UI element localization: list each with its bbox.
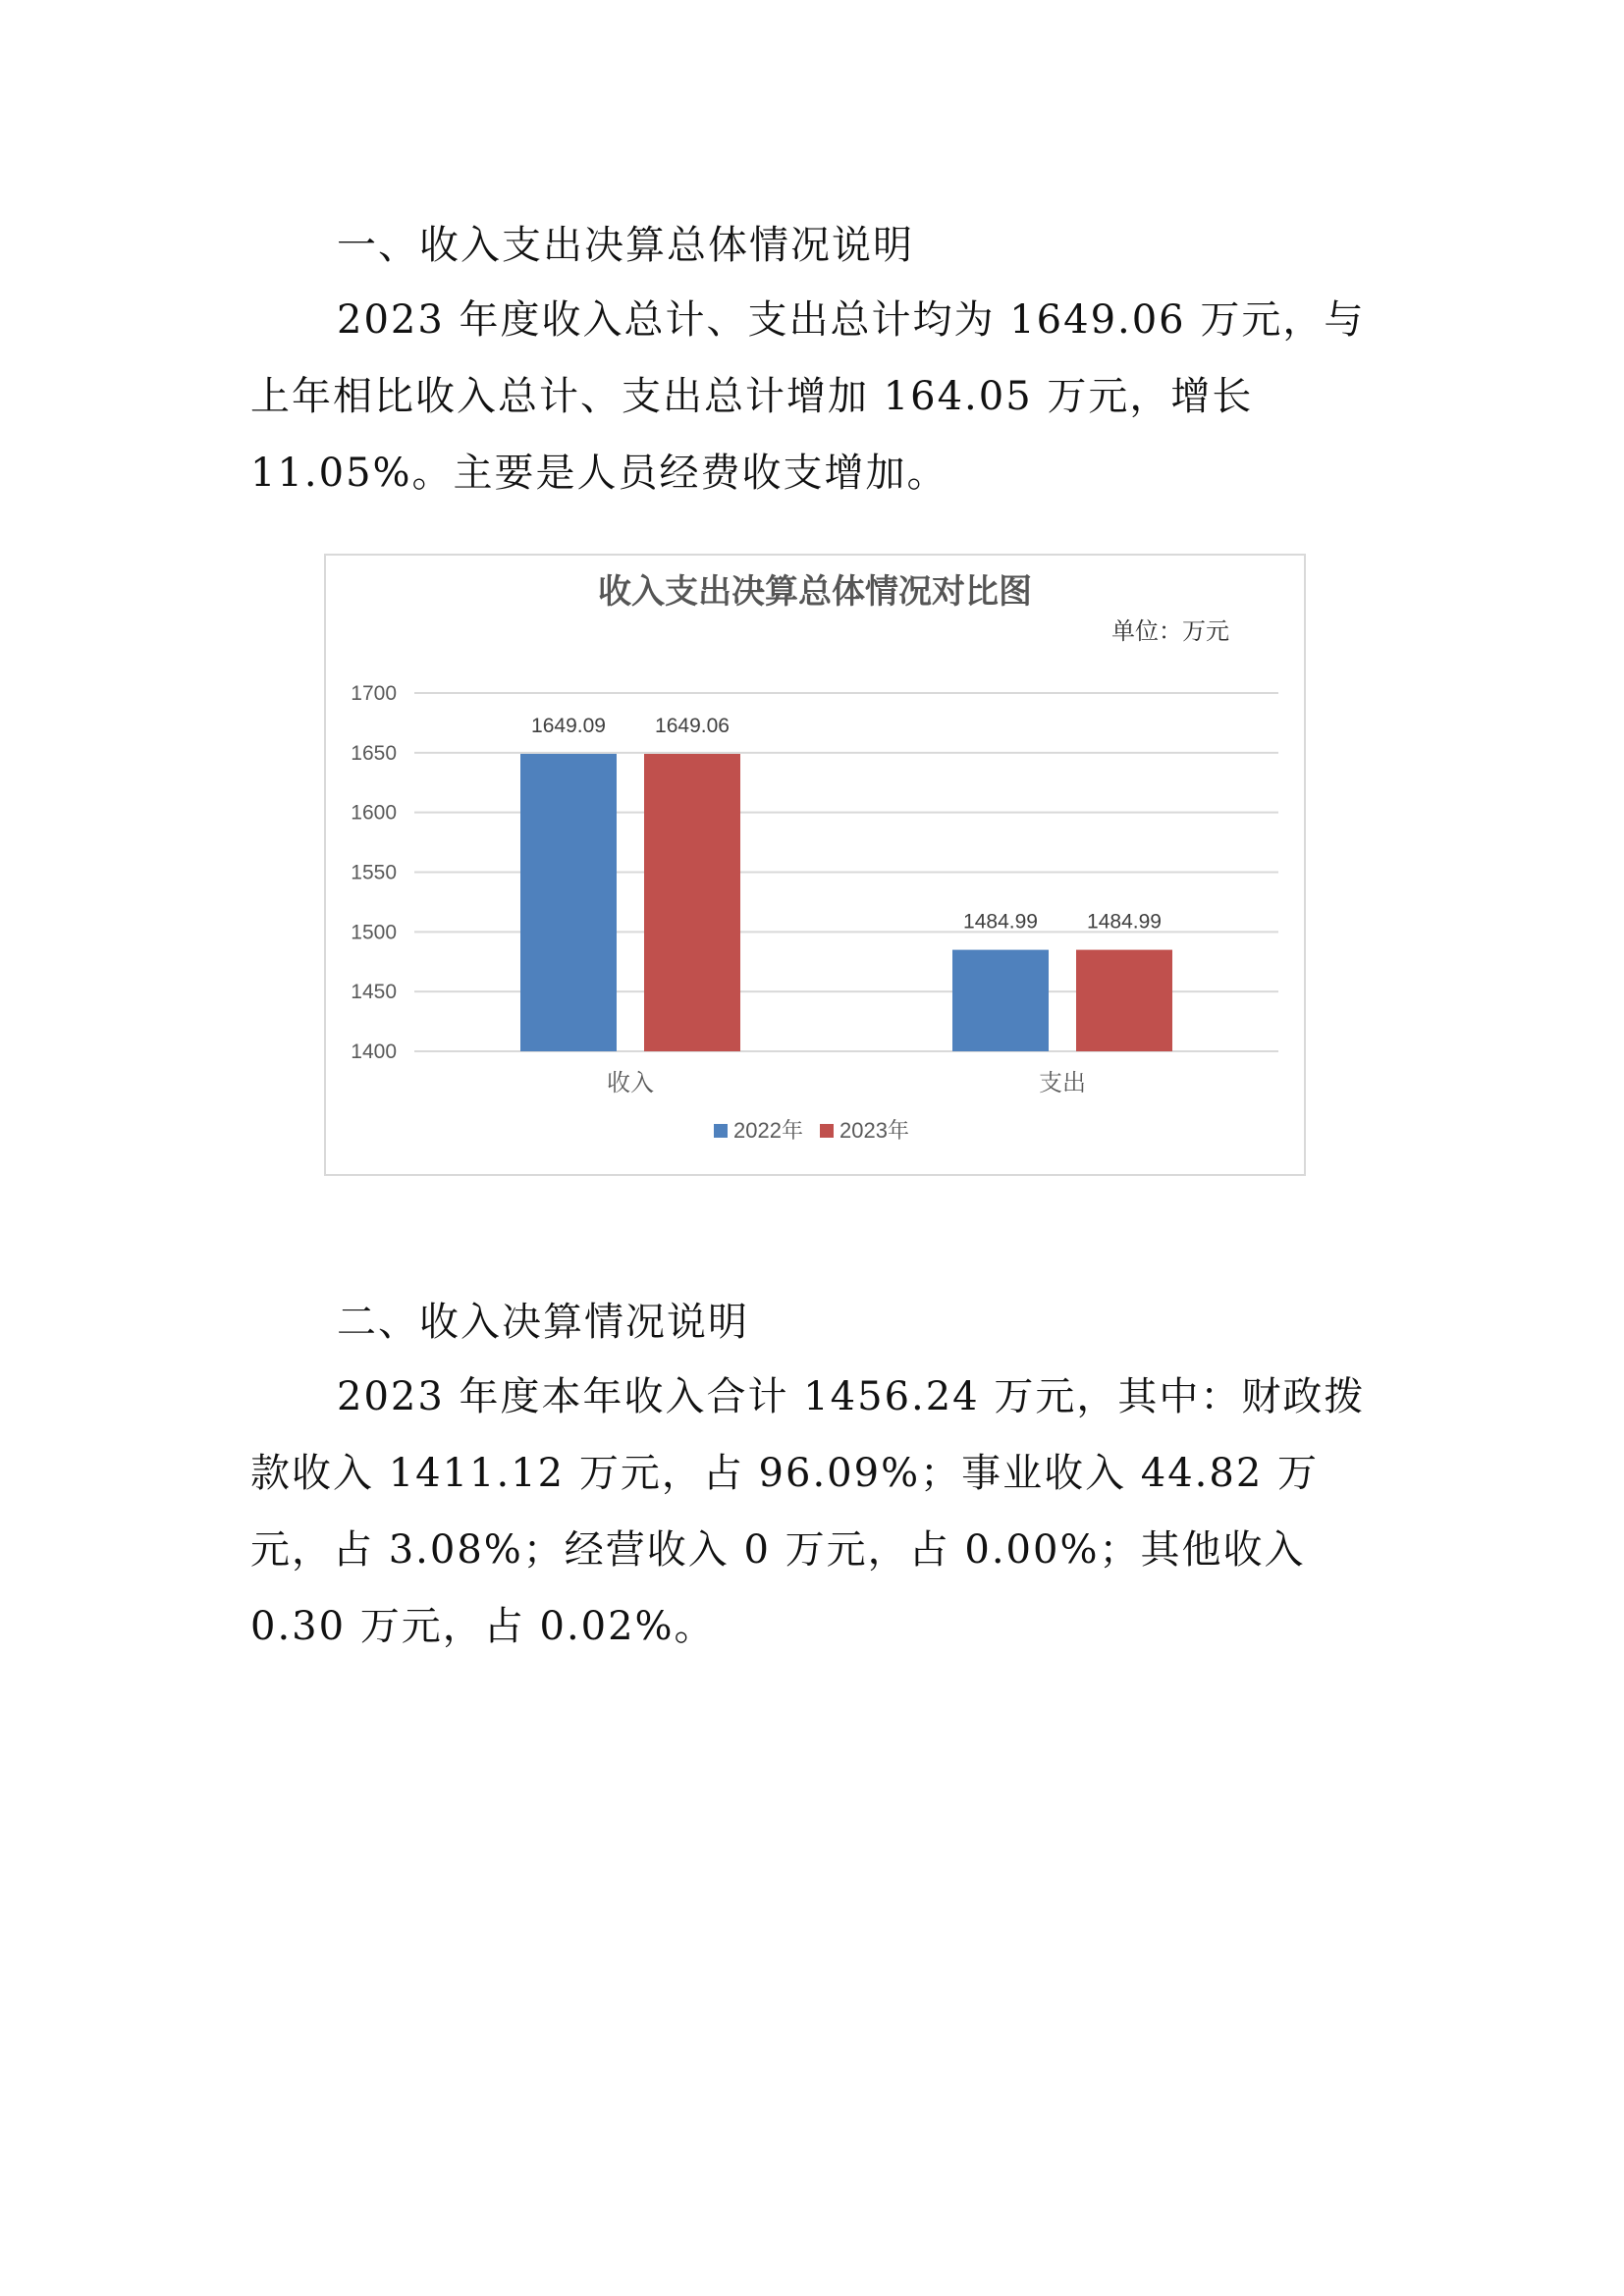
chart-container — [324, 554, 1306, 1176]
bar-chart — [326, 556, 1304, 1174]
y-tick-label: 1500 — [351, 921, 397, 944]
chart-unit-label: 单位：万元 — [1111, 617, 1229, 645]
bar-2022年-支出 — [952, 950, 1049, 1051]
section2-paragraph: 2023 年度本年收入合计 1456.24 万元，其中：财政拨款收入 1411.12 万元，占 96.09%；事业收入 44.82 万元，占 3.08%；经营收入 0 万元，占 0.00%；其他收入 0.30 万元，占 0.02%。 — [250, 1374, 1366, 1649]
legend-entry: 2023年 — [839, 1118, 909, 1143]
section2-heading: 二、收入决算情况说明 — [337, 1300, 749, 1345]
data-label: 1649.06 — [655, 714, 730, 737]
legend-swatch — [714, 1124, 728, 1138]
data-label: 1649.09 — [531, 714, 606, 737]
y-tick-label: 1400 — [351, 1041, 397, 1063]
y-tick-label: 1450 — [351, 981, 397, 1004]
legend-entry: 2022年 — [733, 1118, 803, 1143]
y-tick-label: 1550 — [351, 861, 397, 884]
x-category-label: 收入 — [607, 1069, 654, 1096]
legend-swatch — [820, 1124, 834, 1138]
chart-title: 收入支出决算总体情况对比图 — [598, 572, 1032, 612]
x-category-label: 支出 — [1039, 1069, 1086, 1096]
section1-heading: 一、收入支出决算总体情况说明 — [337, 223, 914, 268]
y-tick-label: 1600 — [351, 801, 397, 825]
section1-paragraph: 2023 年度收入总计、支出总计均为 1649.06 万元，与上年相比收入总计、支出总计增加 164.05 万元，增长 11.05%。主要是人员经费收支增加。 — [250, 297, 1366, 496]
bar-2022年-收入 — [520, 754, 617, 1051]
y-tick-label: 1650 — [351, 741, 397, 765]
data-label: 1484.99 — [963, 910, 1038, 934]
bar-2023年-收入 — [644, 754, 740, 1051]
data-label: 1484.99 — [1087, 910, 1162, 934]
y-tick-label: 1700 — [351, 682, 397, 705]
bar-2023年-支出 — [1076, 950, 1172, 1051]
